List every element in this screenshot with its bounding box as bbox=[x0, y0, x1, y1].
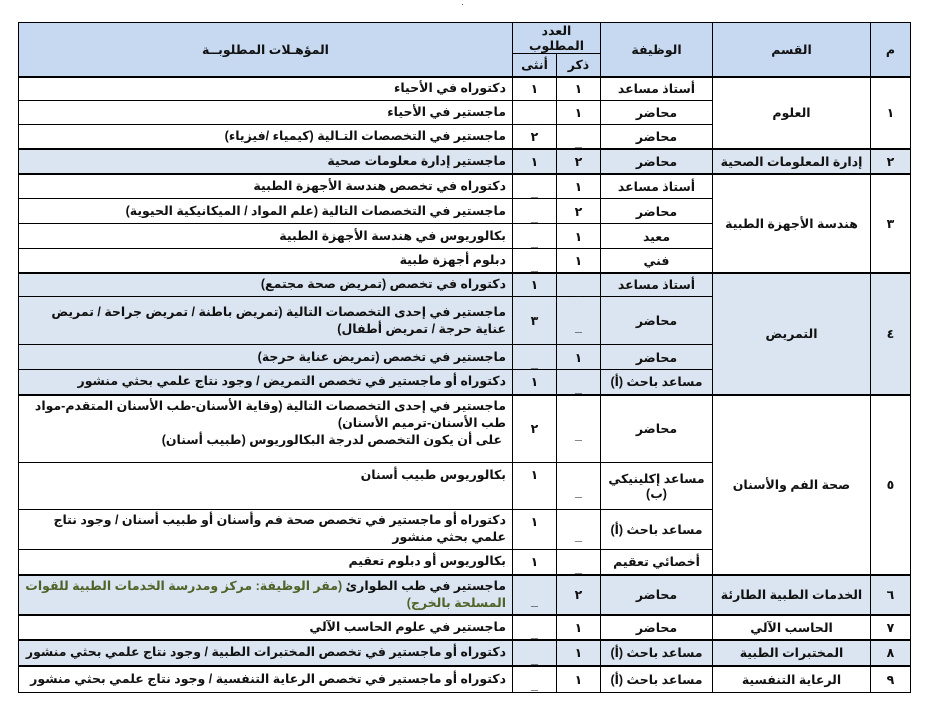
dash-mark: _ bbox=[531, 651, 538, 666]
male-count: ١ bbox=[557, 640, 601, 666]
male-count bbox=[557, 370, 601, 395]
female-count bbox=[513, 666, 557, 693]
female-count bbox=[513, 615, 557, 640]
table-row bbox=[19, 149, 911, 174]
male-count bbox=[557, 510, 601, 550]
male-count: ١ bbox=[557, 615, 601, 640]
position-cell: فني bbox=[601, 249, 713, 273]
dash-mark: _ bbox=[531, 111, 538, 126]
header-index: م bbox=[871, 23, 911, 77]
header-position: الوظيفة bbox=[601, 23, 713, 77]
position-cell: محاضر bbox=[601, 615, 713, 640]
position-cell: محاضر bbox=[601, 149, 713, 174]
row-index: ٨ bbox=[871, 640, 911, 666]
row-index: ٣ bbox=[871, 174, 911, 273]
female-count: ٢ bbox=[513, 395, 557, 463]
qualification-cell: ماجستير إدارة معلومات صحية bbox=[19, 149, 513, 174]
male-count bbox=[557, 550, 601, 575]
female-count bbox=[513, 224, 557, 249]
male-count bbox=[557, 463, 601, 510]
female-count: ١ bbox=[513, 149, 557, 174]
qualification-cell: دكتوراه في تخصص (تمريض صحة مجتمع) bbox=[19, 273, 513, 297]
male-count bbox=[557, 297, 601, 345]
dash-mark: _ bbox=[531, 678, 538, 693]
qualification-cell: دكتوراه أو ماجستير في تخصص صحة فم وأسنان أو طبيب أسنان / وجود نتاج علمي بحثي منشور bbox=[19, 510, 513, 550]
dash-mark: _ bbox=[531, 185, 538, 200]
female-count: ١ bbox=[513, 463, 557, 510]
male-count: ١ bbox=[557, 77, 601, 101]
department-cell: التمريض bbox=[713, 273, 871, 395]
table-row bbox=[19, 77, 911, 101]
department-cell: الرعاية التنفسية bbox=[713, 666, 871, 693]
male-count: ١ bbox=[557, 174, 601, 199]
qualification-cell: دكتوراه في تخصص هندسة الأجهزة الطبية bbox=[19, 174, 513, 199]
table-row bbox=[19, 273, 911, 297]
position-cell: مساعد باحث (أ) bbox=[601, 640, 713, 666]
qualification-note: على أن يكون التخصص لدرجة البكالوريوس (طبيب أسنان) bbox=[161, 432, 502, 447]
table-row bbox=[19, 395, 911, 463]
qualification-cell: ماجستير في تخصص (تمريض عناية حرجة) bbox=[19, 345, 513, 370]
dash-mark: _ bbox=[575, 135, 582, 150]
qualification-cell: دكتوراه أو ماجستير في تخصص المختبرات الطبية / وجود نتاج علمي بحثي منشور bbox=[19, 640, 513, 666]
table-row bbox=[19, 640, 911, 666]
qualification-cell: ماجستير في التخصصات التـالية (كيمياء /فيزياء) bbox=[19, 125, 513, 149]
male-count: ١ bbox=[557, 666, 601, 693]
row-index: ٩ bbox=[871, 666, 911, 693]
qualification-cell: ماجستير في علوم الحاسب الآلي bbox=[19, 615, 513, 640]
qualification-cell: دكتوراه في الأحياء bbox=[19, 77, 513, 101]
qualification-cell: بكالوريوس أو دبلوم تعقيم bbox=[19, 550, 513, 575]
department-cell: هندسة الأجهزة الطبية bbox=[713, 174, 871, 273]
male-count bbox=[557, 125, 601, 149]
header-male: ذكر bbox=[557, 54, 601, 77]
qualification-cell bbox=[19, 395, 513, 463]
male-count: ١ bbox=[557, 345, 601, 370]
male-count: ١ bbox=[557, 249, 601, 273]
dash-mark: _ bbox=[575, 485, 582, 499]
position-cell: محاضر bbox=[601, 345, 713, 370]
position-cell: مساعد باحث (أ) bbox=[601, 666, 713, 693]
stray-dot bbox=[462, 4, 463, 5]
dash-mark: _ bbox=[575, 528, 582, 543]
header-count: العدد المطلوب bbox=[513, 23, 601, 54]
position-cell: مساعد باحث (أ) bbox=[601, 510, 713, 550]
female-count bbox=[513, 640, 557, 666]
department-cell: صحة الفم والأسنان bbox=[713, 395, 871, 575]
female-count: ١ bbox=[513, 510, 557, 550]
dash-mark: _ bbox=[575, 560, 582, 575]
male-count: ١ bbox=[557, 224, 601, 249]
female-count: ٢ bbox=[513, 125, 557, 149]
male-count bbox=[557, 395, 601, 463]
row-index: ٧ bbox=[871, 615, 911, 640]
dash-mark: _ bbox=[531, 235, 538, 249]
position-cell: معيد bbox=[601, 224, 713, 249]
female-count: ٣ bbox=[513, 297, 557, 345]
qualification-text: ماجستير في طب الطوارئ bbox=[345, 578, 506, 593]
position-cell: أستاذ مساعد bbox=[601, 273, 713, 297]
position-cell: محاضر bbox=[601, 395, 713, 463]
female-count: ١ bbox=[513, 273, 557, 297]
male-count: ٢ bbox=[557, 575, 601, 615]
dash-mark: _ bbox=[531, 593, 538, 608]
position-cell: محاضر bbox=[601, 199, 713, 224]
position-cell: أستاذ مساعد bbox=[601, 174, 713, 199]
female-count: ١ bbox=[513, 550, 557, 575]
male-count: ١ bbox=[557, 101, 601, 125]
dash-mark: _ bbox=[575, 319, 582, 334]
female-count bbox=[513, 174, 557, 199]
dash-mark: _ bbox=[531, 210, 538, 224]
qualification-text: ماجستير في إحدى التخصصات التالية (وقاية الأسنان-طب الأسنان المتقدم-مواد طب الأسنان-ترميم الأسنان) bbox=[34, 398, 506, 430]
department-cell: المختبرات الطبية bbox=[713, 640, 871, 666]
qualification-cell bbox=[19, 575, 513, 615]
position-cell: محاضر bbox=[601, 101, 713, 125]
qualification-cell: ماجستير في إحدى التخصصات التالية (تمريض باطنة / تمريض جراحة / تمريض عناية حرجة / تمريض أطفال) bbox=[19, 297, 513, 345]
female-count bbox=[513, 101, 557, 125]
row-index: ١ bbox=[871, 77, 911, 149]
female-count bbox=[513, 199, 557, 224]
dash-mark: _ bbox=[575, 427, 582, 442]
female-count: ١ bbox=[513, 77, 557, 101]
row-index: ٤ bbox=[871, 273, 911, 395]
department-cell: إدارة المعلومات الصحية bbox=[713, 149, 871, 174]
position-cell: محاضر bbox=[601, 575, 713, 615]
row-index: ٦ bbox=[871, 575, 911, 615]
header-qualifications: المؤهـلات المطلوبــة bbox=[19, 23, 513, 77]
row-index: ٥ bbox=[871, 395, 911, 575]
qualification-cell: بكالوريوس في هندسة الأجهزة الطبية bbox=[19, 224, 513, 249]
job-requirements-table bbox=[18, 22, 911, 693]
qualification-cell: دكتوراه أو ماجستير في تخصص التمريض / وجود نتاج علمي بحثي منشور bbox=[19, 370, 513, 395]
female-count: ١ bbox=[513, 370, 557, 395]
male-count bbox=[557, 273, 601, 297]
dash-mark: _ bbox=[531, 626, 538, 640]
dash-mark: _ bbox=[575, 283, 582, 298]
table-row bbox=[19, 575, 911, 615]
qualification-cell: ماجستير في التخصصات التالية (علم المواد / الميكانيكية الحيوية) bbox=[19, 199, 513, 224]
position-cell: محاضر bbox=[601, 125, 713, 149]
dash-mark: _ bbox=[531, 356, 538, 370]
position-cell: أستاذ مساعد bbox=[601, 77, 713, 101]
female-count bbox=[513, 249, 557, 273]
header-department: القسم bbox=[713, 23, 871, 77]
department-cell: الخدمات الطبية الطارئة bbox=[713, 575, 871, 615]
female-count bbox=[513, 575, 557, 615]
dash-mark: _ bbox=[575, 380, 582, 395]
male-count: ٢ bbox=[557, 199, 601, 224]
qualification-cell: ماجستير في الأحياء bbox=[19, 101, 513, 125]
department-cell: الحاسب الآلي bbox=[713, 615, 871, 640]
position-cell: محاضر bbox=[601, 297, 713, 345]
table-row bbox=[19, 174, 911, 199]
department-cell: العلوم bbox=[713, 77, 871, 149]
qualification-note: (مقر الوظيفة: مركز ومدرسة الخدمات الطبية للقوات المسلحة بالخرج) bbox=[25, 578, 506, 610]
position-cell: مساعد إكلينيكي (ب) bbox=[601, 463, 713, 510]
qualification-cell: دكتوراه أو ماجستير في تخصص الرعاية التنفسية / وجود نتاج علمي بحثي منشور bbox=[19, 666, 513, 693]
header-female: أنثى bbox=[513, 54, 557, 77]
dash-mark: _ bbox=[531, 259, 538, 274]
qualification-cell: بكالوريوس طبيب أسنان bbox=[19, 463, 513, 510]
male-count: ٢ bbox=[557, 149, 601, 174]
row-index: ٢ bbox=[871, 149, 911, 174]
female-count bbox=[513, 345, 557, 370]
table-row bbox=[19, 615, 911, 640]
table-row bbox=[19, 666, 911, 693]
qualification-cell: دبلوم أجهزة طبية bbox=[19, 249, 513, 273]
position-cell: مساعد باحث (أ) bbox=[601, 370, 713, 395]
position-cell: أخصائي تعقيم bbox=[601, 550, 713, 575]
